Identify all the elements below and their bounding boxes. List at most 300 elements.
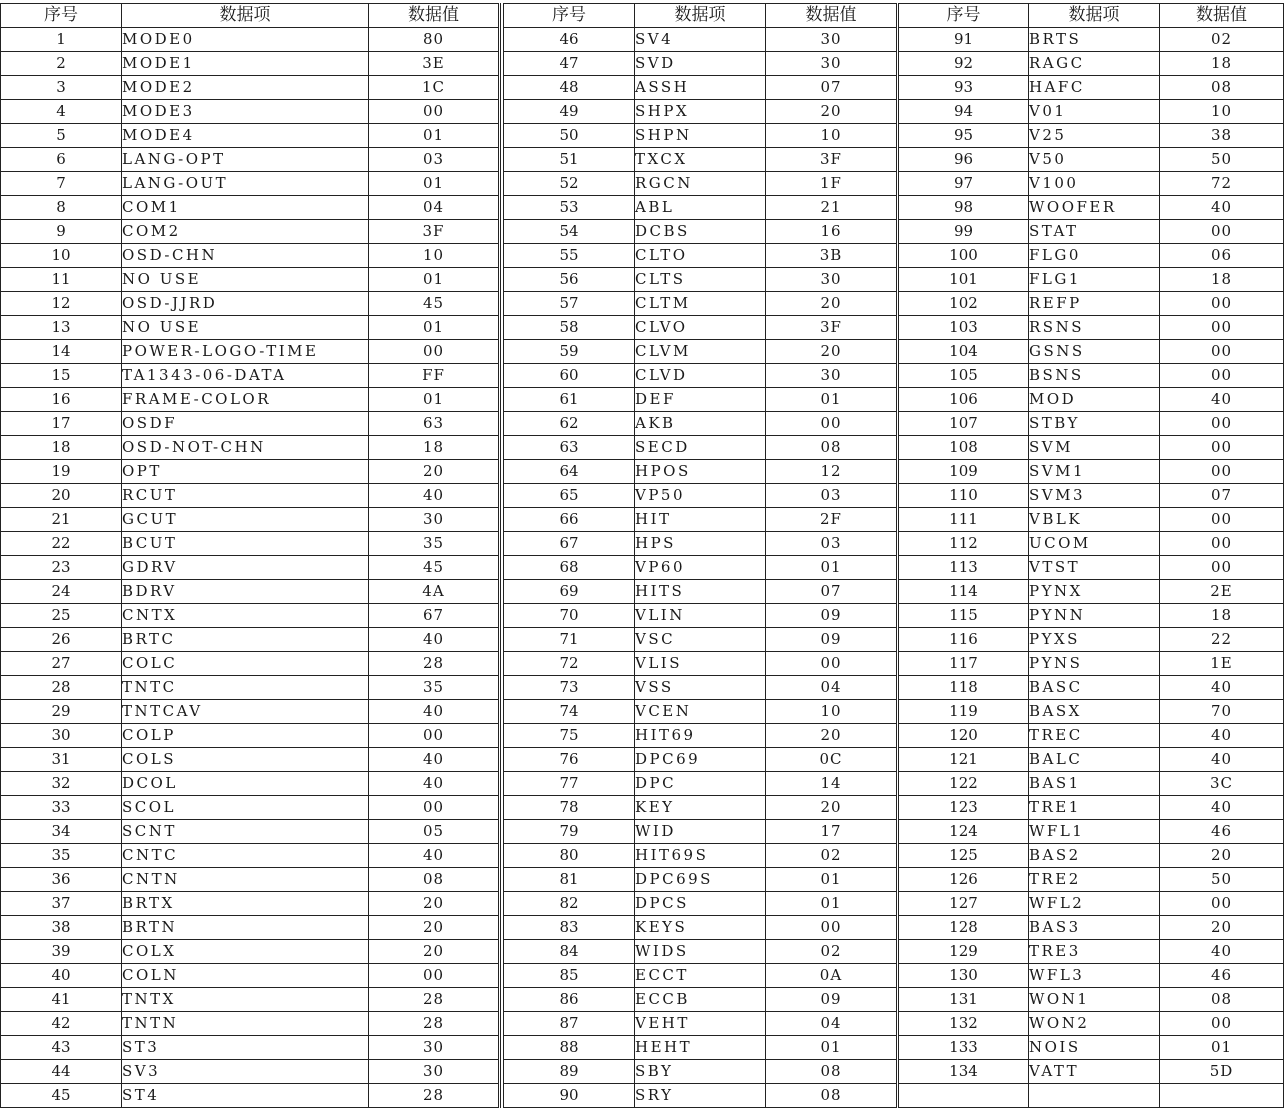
item-cell: SCOL [122,796,369,820]
table-row [1,604,500,628]
value-cell: 40 [1160,676,1284,700]
table-row [504,772,897,796]
item-cell: DCBS [635,220,766,244]
value-cell: 00 [1160,556,1284,580]
item-cell: MODE1 [122,52,369,76]
register-table-3 [898,3,1284,1108]
seq-cell: 61 [504,388,635,412]
seq-cell: 87 [504,1012,635,1036]
item-cell: RCUT [122,484,369,508]
value-cell: 00 [766,916,897,940]
item-cell: FLG1 [1029,268,1160,292]
table-row [899,244,1284,268]
seq-cell: 59 [504,340,635,364]
value-cell: 09 [766,604,897,628]
item-cell: MODE2 [122,76,369,100]
value-cell: 30 [766,52,897,76]
seq-cell: 76 [504,748,635,772]
item-cell: V01 [1029,100,1160,124]
table-row [504,940,897,964]
seq-cell: 67 [504,532,635,556]
value-cell: 1C [369,76,500,100]
table-row [504,484,897,508]
seq-cell: 83 [504,916,635,940]
item-cell: SVM [1029,436,1160,460]
table-row [899,556,1284,580]
value-cell: 3F [369,220,500,244]
value-cell: 20 [766,292,897,316]
item-cell: TNTN [122,1012,369,1036]
value-cell: 01 [369,268,500,292]
item-cell: MODE0 [122,28,369,52]
seq-cell: 53 [504,196,635,220]
table-row [899,460,1284,484]
table-row [1,316,500,340]
item-cell: V100 [1029,172,1160,196]
item-cell: SBY [635,1060,766,1084]
seq-cell: 127 [899,892,1029,916]
seq-cell: 13 [1,316,122,340]
item-cell: CNTX [122,604,369,628]
value-cell: 40 [1160,748,1284,772]
item-cell: TA1343-06-DATA [122,364,369,388]
seq-cell: 117 [899,652,1029,676]
item-cell: V25 [1029,124,1160,148]
seq-cell: 46 [504,28,635,52]
seq-cell: 14 [1,340,122,364]
item-cell: CLVD [635,364,766,388]
table-row [899,700,1284,724]
item-cell: KEY [635,796,766,820]
value-cell: 01 [1160,1036,1284,1060]
table-row [1,412,500,436]
seq-cell: 47 [504,52,635,76]
table-row [504,796,897,820]
item-cell: VP60 [635,556,766,580]
item-cell: BRTX [122,892,369,916]
item-cell: WFL3 [1029,964,1160,988]
value-cell: 01 [766,1036,897,1060]
table-row [504,916,897,940]
seq-cell: 116 [899,628,1029,652]
table-row [504,1084,897,1108]
seq-cell: 10 [1,244,122,268]
seq-cell: 102 [899,292,1029,316]
table-row [1,724,500,748]
item-cell: SVD [635,52,766,76]
value-cell: 16 [766,220,897,244]
value-cell: 00 [1160,412,1284,436]
register-table-2 [503,3,897,1108]
table-row [1,1084,500,1108]
item-cell: MOD [1029,388,1160,412]
item-cell: SHPN [635,124,766,148]
value-cell: 00 [1160,292,1284,316]
seq-cell: 31 [1,748,122,772]
value-cell: 38 [1160,124,1284,148]
seq-cell: 15 [1,364,122,388]
value-cell: 18 [1160,52,1284,76]
table-row [899,28,1284,52]
seq-cell: 110 [899,484,1029,508]
header-seq: 序号 [899,4,1029,28]
value-cell: 04 [766,676,897,700]
header-value: 数据值 [1160,4,1284,28]
table-row [504,676,897,700]
table-row [899,844,1284,868]
table-row [504,580,897,604]
item-cell: VSS [635,676,766,700]
seq-cell: 18 [1,436,122,460]
table-row [504,100,897,124]
value-cell: 3B [766,244,897,268]
value-cell: 00 [1160,1012,1284,1036]
table-row [899,892,1284,916]
item-cell: ABL [635,196,766,220]
table-row [1,700,500,724]
value-cell: 07 [766,76,897,100]
item-cell: DPCS [635,892,766,916]
seq-cell: 125 [899,844,1029,868]
table-row [899,268,1284,292]
seq-cell: 97 [899,172,1029,196]
seq-cell: 105 [899,364,1029,388]
table-row [1,796,500,820]
item-cell: CLTO [635,244,766,268]
seq-cell: 103 [899,316,1029,340]
seq-cell: 23 [1,556,122,580]
table-row [899,748,1284,772]
value-cell: 45 [369,292,500,316]
value-cell: 40 [369,844,500,868]
table-row [1,172,500,196]
value-cell: 40 [369,484,500,508]
seq-cell: 26 [1,628,122,652]
table-row [899,916,1284,940]
item-cell: HITS [635,580,766,604]
table-row [504,820,897,844]
value-cell: 00 [1160,220,1284,244]
table-row [1,100,500,124]
seq-cell: 25 [1,604,122,628]
value-cell: 12 [766,460,897,484]
item-cell: COLP [122,724,369,748]
seq-cell: 32 [1,772,122,796]
item-cell: TRE2 [1029,868,1160,892]
table-row [1,532,500,556]
table-row [1,556,500,580]
seq-cell: 56 [504,268,635,292]
value-cell: 14 [766,772,897,796]
table-row [899,76,1284,100]
table-row [504,364,897,388]
value-cell: 70 [1160,700,1284,724]
table-row [504,604,897,628]
item-cell: OSD-JJRD [122,292,369,316]
value-cell: 08 [369,868,500,892]
seq-cell: 40 [1,964,122,988]
seq-cell: 98 [899,196,1029,220]
table-row [504,412,897,436]
table-row [899,964,1284,988]
item-cell: TRE1 [1029,796,1160,820]
value-cell: 01 [369,124,500,148]
seq-cell: 92 [899,52,1029,76]
table-row [899,676,1284,700]
value-cell: 3F [766,316,897,340]
table-row [899,196,1284,220]
table-row [1,28,500,52]
seq-cell: 72 [504,652,635,676]
table-row [1,844,500,868]
seq-cell: 55 [504,244,635,268]
table-row [504,1036,897,1060]
seq-cell: 20 [1,484,122,508]
table-row [504,964,897,988]
seq-cell: 89 [504,1060,635,1084]
table-row [1,820,500,844]
seq-cell: 60 [504,364,635,388]
table-row [1,196,500,220]
item-cell: ECCT [635,964,766,988]
item-cell: BASX [1029,700,1160,724]
item-cell: BSNS [1029,364,1160,388]
seq-cell: 45 [1,1084,122,1108]
seq-cell: 50 [504,124,635,148]
table-row [899,1036,1284,1060]
value-cell: 04 [766,1012,897,1036]
value-cell: 00 [1160,892,1284,916]
item-cell: TNTCAV [122,700,369,724]
value-cell: 20 [1160,844,1284,868]
value-cell: 03 [369,148,500,172]
item-cell: REFP [1029,292,1160,316]
seq-cell: 118 [899,676,1029,700]
seq-cell: 99 [899,220,1029,244]
value-cell: 10 [369,244,500,268]
item-cell: OSD-CHN [122,244,369,268]
table-row [1,220,500,244]
table-row [1,676,500,700]
value-cell: 01 [369,172,500,196]
table-row [899,820,1284,844]
seq-cell: 126 [899,868,1029,892]
seq-cell: 128 [899,916,1029,940]
value-cell: 20 [766,796,897,820]
value-cell: 20 [1160,916,1284,940]
table-row [899,580,1284,604]
value-cell: 30 [369,508,500,532]
seq-cell: 79 [504,820,635,844]
value-cell: 00 [1160,508,1284,532]
value-cell: 10 [1160,100,1284,124]
table-row [504,388,897,412]
item-cell: CLVM [635,340,766,364]
seq-cell: 107 [899,412,1029,436]
seq-cell: 49 [504,100,635,124]
table-row [504,28,897,52]
item-cell: TNTX [122,988,369,1012]
table-row [504,196,897,220]
value-cell: 09 [766,628,897,652]
item-cell: AKB [635,412,766,436]
seq-cell: 43 [1,1036,122,1060]
value-cell: 00 [766,412,897,436]
seq-cell: 121 [899,748,1029,772]
seq-cell: 130 [899,964,1029,988]
table-row [899,436,1284,460]
item-cell: BRTN [122,916,369,940]
table-row [899,340,1284,364]
item-cell: VEHT [635,1012,766,1036]
seq-cell: 62 [504,412,635,436]
seq-cell: 73 [504,676,635,700]
value-cell: 72 [1160,172,1284,196]
seq-cell: 69 [504,580,635,604]
value-cell: 00 [369,964,500,988]
value-cell: 40 [369,772,500,796]
seq-cell: 51 [504,148,635,172]
value-cell: 20 [766,100,897,124]
seq-cell: 27 [1,652,122,676]
table-row [504,748,897,772]
value-cell: 2F [766,508,897,532]
table-row [504,76,897,100]
seq-cell: 75 [504,724,635,748]
seq-cell: 11 [1,268,122,292]
table-row [899,172,1284,196]
item-cell: HIT69 [635,724,766,748]
item-cell: NO USE [122,316,369,340]
value-cell: 80 [369,28,500,52]
seq-cell: 86 [504,988,635,1012]
value-cell: 35 [369,676,500,700]
item-cell: NOIS [1029,1036,1160,1060]
table-row [899,52,1284,76]
value-cell: 28 [369,988,500,1012]
seq-cell: 90 [504,1084,635,1108]
value-cell: 20 [369,460,500,484]
table-row [1,436,500,460]
item-cell: HEHT [635,1036,766,1060]
table-row [1,292,500,316]
value-cell: 01 [369,388,500,412]
table-row [1,508,500,532]
item-cell: COLC [122,652,369,676]
item-cell [1029,1084,1160,1108]
item-cell: LANG-OUT [122,172,369,196]
item-cell: CLTS [635,268,766,292]
header-value: 数据值 [369,4,500,28]
table-row [1,580,500,604]
seq-cell: 24 [1,580,122,604]
value-cell: 45 [369,556,500,580]
seq-cell: 65 [504,484,635,508]
item-cell: PYNX [1029,580,1160,604]
table-row [899,292,1284,316]
value-cell: 05 [369,820,500,844]
item-cell: MODE4 [122,124,369,148]
value-cell: 08 [1160,76,1284,100]
value-cell: 08 [766,436,897,460]
item-cell: WFL2 [1029,892,1160,916]
item-cell: RAGC [1029,52,1160,76]
value-cell: 03 [766,484,897,508]
item-cell: VCEN [635,700,766,724]
seq-cell: 81 [504,868,635,892]
value-cell: 01 [369,316,500,340]
seq-cell: 21 [1,508,122,532]
value-cell: 22 [1160,628,1284,652]
item-cell: VTST [1029,556,1160,580]
value-cell: 40 [1160,196,1284,220]
value-cell: 20 [766,724,897,748]
item-cell: VLIN [635,604,766,628]
seq-cell: 112 [899,532,1029,556]
table-row [899,796,1284,820]
seq-cell: 54 [504,220,635,244]
table-row [899,220,1284,244]
table-row [504,724,897,748]
table-row [1,772,500,796]
item-cell: HPS [635,532,766,556]
item-cell: FLG0 [1029,244,1160,268]
item-cell: OPT [122,460,369,484]
item-cell: BAS2 [1029,844,1160,868]
table-row [504,52,897,76]
header-seq: 序号 [504,4,635,28]
seq-cell: 96 [899,148,1029,172]
value-cell: 30 [766,268,897,292]
seq-cell: 95 [899,124,1029,148]
seq-cell: 85 [504,964,635,988]
table-row [504,220,897,244]
item-cell: NO USE [122,268,369,292]
table-row [504,844,897,868]
value-cell: 03 [766,532,897,556]
table-row [1,916,500,940]
table-row [504,340,897,364]
value-cell: 08 [1160,988,1284,1012]
value-cell: 1F [766,172,897,196]
seq-cell: 39 [1,940,122,964]
seq-cell: 35 [1,844,122,868]
value-cell: 07 [1160,484,1284,508]
table-row [504,556,897,580]
table-row [899,1084,1284,1108]
seq-cell: 4 [1,100,122,124]
item-cell: V50 [1029,148,1160,172]
item-cell: GDRV [122,556,369,580]
seq-cell: 108 [899,436,1029,460]
item-cell: WON1 [1029,988,1160,1012]
header-row [1,4,500,28]
table-row [1,76,500,100]
value-cell: 01 [766,556,897,580]
value-cell: 07 [766,580,897,604]
seq-cell: 68 [504,556,635,580]
table-row [899,316,1284,340]
seq-cell: 66 [504,508,635,532]
table-row [1,244,500,268]
value-cell: 1E [1160,652,1284,676]
seq-cell: 120 [899,724,1029,748]
value-cell: 40 [1160,724,1284,748]
table-row [899,772,1284,796]
seq-cell: 28 [1,676,122,700]
item-cell: DCOL [122,772,369,796]
header-item: 数据项 [635,4,766,28]
